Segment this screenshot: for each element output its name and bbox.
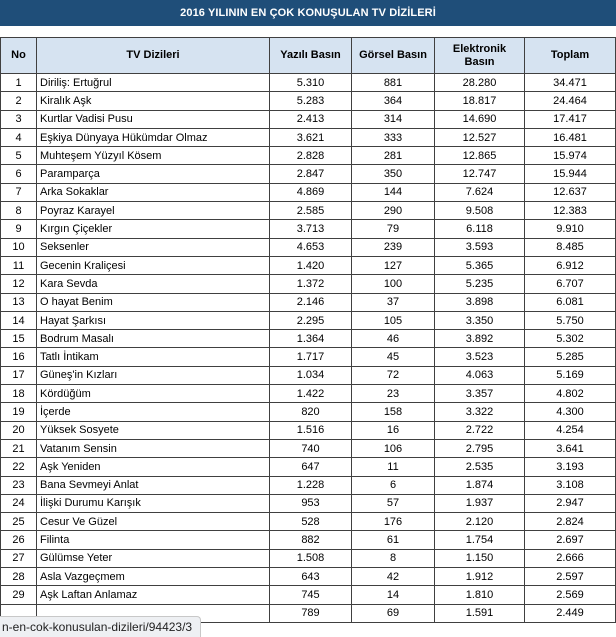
cell-print-press: 1.508 [270,549,352,567]
cell-print-press: 745 [270,586,352,604]
cell-series-name: Yüksek Sosyete [37,421,270,439]
cell-series-name: Bana Sevmeyi Anlat [37,476,270,494]
cell-no: 10 [1,238,37,256]
cell-total: 34.471 [525,74,616,92]
cell-visual-press: 350 [352,165,435,183]
cell-electronic-press: 1.754 [435,531,525,549]
cell-no: 23 [1,476,37,494]
header-row [1,38,616,74]
cell-visual-press: 158 [352,403,435,421]
cell-total: 2.569 [525,586,616,604]
cell-series-name: Aşk Laftan Anlamaz [37,586,270,604]
cell-series-name: İlişki Durumu Karışık [37,494,270,512]
cell-visual-press: 79 [352,220,435,238]
cell-electronic-press: 1.912 [435,568,525,586]
table-row [1,311,616,329]
cell-electronic-press: 12.747 [435,165,525,183]
title-gap [0,26,616,37]
table-row [1,183,616,201]
cell-total: 2.597 [525,568,616,586]
cell-total: 2.449 [525,604,616,622]
header-tv-series: TV Dizileri [37,38,270,74]
cell-total: 12.383 [525,202,616,220]
cell-total: 5.302 [525,330,616,348]
cell-no: 25 [1,513,37,531]
cell-print-press: 740 [270,439,352,457]
cell-visual-press: 23 [352,385,435,403]
cell-print-press: 1.372 [270,275,352,293]
cell-electronic-press: 3.898 [435,293,525,311]
cell-visual-press: 72 [352,366,435,384]
table-row [1,494,616,512]
cell-print-press: 2.146 [270,293,352,311]
table-row [1,165,616,183]
table-row [1,476,616,494]
cell-no: 11 [1,256,37,274]
cell-visual-press: 176 [352,513,435,531]
cell-print-press: 3.713 [270,220,352,238]
cell-print-press: 647 [270,458,352,476]
cell-electronic-press: 2.795 [435,439,525,457]
cell-total: 2.947 [525,494,616,512]
cell-series-name: İçerde [37,403,270,421]
cell-series-name: O hayat Benim [37,293,270,311]
table-row [1,366,616,384]
cell-series-name: Kırgın Çiçekler [37,220,270,238]
table-row [1,568,616,586]
cell-total: 4.802 [525,385,616,403]
cell-electronic-press: 2.535 [435,458,525,476]
cell-visual-press: 45 [352,348,435,366]
table-row [1,110,616,128]
cell-electronic-press: 3.892 [435,330,525,348]
cell-electronic-press: 5.235 [435,275,525,293]
table-row [1,458,616,476]
cell-total: 16.481 [525,128,616,146]
table-row [1,531,616,549]
cell-total: 6.912 [525,256,616,274]
cell-electronic-press: 1.810 [435,586,525,604]
header-electronic-press: Elektronik Basın [435,38,525,74]
cell-total: 4.254 [525,421,616,439]
cell-series-name: Bodrum Masalı [37,330,270,348]
table-row [1,293,616,311]
cell-print-press: 2.585 [270,202,352,220]
cell-print-press: 1.034 [270,366,352,384]
cell-no: 24 [1,494,37,512]
cell-no: 3 [1,110,37,128]
table-row [1,513,616,531]
table-row [1,385,616,403]
cell-total: 3.193 [525,458,616,476]
cell-total: 12.637 [525,183,616,201]
cell-visual-press: 290 [352,202,435,220]
cell-series-name: Diriliş: Ertuğrul [37,74,270,92]
cell-total: 2.666 [525,549,616,567]
cell-print-press: 2.295 [270,311,352,329]
cell-electronic-press: 7.624 [435,183,525,201]
table-row [1,256,616,274]
cell-series-name: Kurtlar Vadisi Pusu [37,110,270,128]
table-row [1,220,616,238]
header-print-press: Yazılı Basın [270,38,352,74]
cell-no: 5 [1,147,37,165]
cell-total: 15.944 [525,165,616,183]
cell-no: 13 [1,293,37,311]
cell-print-press: 4.653 [270,238,352,256]
table-row [1,421,616,439]
cell-series-name: Asla Vazgeçmem [37,568,270,586]
cell-no: 9 [1,220,37,238]
table-row [1,549,616,567]
cell-electronic-press: 4.063 [435,366,525,384]
cell-visual-press: 46 [352,330,435,348]
cell-series-name: Paramparça [37,165,270,183]
cell-series-name: Hayat Şarkısı [37,311,270,329]
cell-no: 27 [1,549,37,567]
table-row [1,586,616,604]
table-row [1,348,616,366]
cell-visual-press: 106 [352,439,435,457]
cell-series-name: Muhteşem Yüzyıl Kösem [37,147,270,165]
cell-no: 20 [1,421,37,439]
table-row [1,147,616,165]
cell-total: 3.108 [525,476,616,494]
cell-series-name: Güneş'in Kızları [37,366,270,384]
cell-electronic-press: 3.523 [435,348,525,366]
cell-print-press: 820 [270,403,352,421]
cell-electronic-press: 12.865 [435,147,525,165]
cell-total: 5.169 [525,366,616,384]
cell-electronic-press: 14.690 [435,110,525,128]
table-row [1,238,616,256]
cell-no: 22 [1,458,37,476]
cell-series-name: Poyraz Karayel [37,202,270,220]
cell-series-name: Arka Sokaklar [37,183,270,201]
cell-no: 8 [1,202,37,220]
cell-visual-press: 314 [352,110,435,128]
cell-no: 19 [1,403,37,421]
cell-total: 4.300 [525,403,616,421]
tv-series-table [0,37,616,623]
cell-no: 4 [1,128,37,146]
cell-print-press: 953 [270,494,352,512]
cell-visual-press: 881 [352,74,435,92]
cell-no: 26 [1,531,37,549]
cell-electronic-press: 1.150 [435,549,525,567]
cell-electronic-press: 6.118 [435,220,525,238]
cell-series-name: Tatlı İntikam [37,348,270,366]
cell-series-name: Cesur Ve Güzel [37,513,270,531]
cell-electronic-press: 28.280 [435,74,525,92]
cell-print-press: 528 [270,513,352,531]
cell-visual-press: 61 [352,531,435,549]
table-row [1,202,616,220]
cell-print-press: 1.420 [270,256,352,274]
header-total: Toplam [525,38,616,74]
cell-electronic-press: 3.322 [435,403,525,421]
cell-series-name: Seksenler [37,238,270,256]
cell-series-name: Gülümse Yeter [37,549,270,567]
cell-visual-press: 57 [352,494,435,512]
table-row [1,128,616,146]
table-row [1,74,616,92]
cell-total: 5.750 [525,311,616,329]
table-title: 2016 YILININ EN ÇOK KONUŞULAN TV DİZİLERİ [0,0,616,26]
cell-print-press: 1.422 [270,385,352,403]
cell-visual-press: 364 [352,92,435,110]
cell-electronic-press: 9.508 [435,202,525,220]
cell-visual-press: 11 [352,458,435,476]
cell-visual-press: 239 [352,238,435,256]
table-row [1,439,616,457]
cell-no: 17 [1,366,37,384]
cell-no: 16 [1,348,37,366]
cell-no: 2 [1,92,37,110]
cell-visual-press: 8 [352,549,435,567]
header-no: No [1,38,37,74]
table-row [1,330,616,348]
cell-no: 21 [1,439,37,457]
cell-visual-press: 69 [352,604,435,622]
cell-print-press: 2.413 [270,110,352,128]
cell-total: 24.464 [525,92,616,110]
cell-visual-press: 42 [352,568,435,586]
status-bar-url: n-en-cok-konusulan-dizileri/94423/3 [0,616,201,637]
cell-series-name: Kara Sevda [37,275,270,293]
table-row [1,92,616,110]
table-row [1,403,616,421]
cell-no: 1 [1,74,37,92]
header-visual-press: Görsel Basın [352,38,435,74]
cell-print-press: 2.847 [270,165,352,183]
cell-electronic-press: 5.365 [435,256,525,274]
cell-total: 3.641 [525,439,616,457]
cell-print-press: 1.516 [270,421,352,439]
cell-total: 15.974 [525,147,616,165]
cell-electronic-press: 1.937 [435,494,525,512]
cell-no: 28 [1,568,37,586]
cell-electronic-press: 3.357 [435,385,525,403]
cell-no: 12 [1,275,37,293]
cell-visual-press: 6 [352,476,435,494]
cell-electronic-press: 3.350 [435,311,525,329]
cell-no: 14 [1,311,37,329]
cell-electronic-press: 1.874 [435,476,525,494]
cell-electronic-press: 3.593 [435,238,525,256]
cell-series-name: Eşkiya Dünyaya Hükümdar Olmaz [37,128,270,146]
cell-series-name: Gecenin Kraliçesi [37,256,270,274]
cell-visual-press: 105 [352,311,435,329]
cell-visual-press: 14 [352,586,435,604]
cell-no: 18 [1,385,37,403]
cell-visual-press: 144 [352,183,435,201]
cell-series-name: Kördüğüm [37,385,270,403]
cell-no: 29 [1,586,37,604]
cell-print-press: 3.621 [270,128,352,146]
cell-total: 9.910 [525,220,616,238]
cell-print-press: 1.228 [270,476,352,494]
cell-total: 17.417 [525,110,616,128]
cell-print-press: 4.869 [270,183,352,201]
cell-print-press: 1.717 [270,348,352,366]
cell-series-name: Vatanım Sensin [37,439,270,457]
cell-visual-press: 127 [352,256,435,274]
cell-print-press: 2.828 [270,147,352,165]
cell-no: 6 [1,165,37,183]
cell-visual-press: 16 [352,421,435,439]
cell-electronic-press: 12.527 [435,128,525,146]
cell-print-press: 1.364 [270,330,352,348]
cell-print-press: 643 [270,568,352,586]
cell-no: 7 [1,183,37,201]
cell-electronic-press: 18.817 [435,92,525,110]
cell-print-press: 5.283 [270,92,352,110]
cell-total: 5.285 [525,348,616,366]
cell-series-name: Aşk Yeniden [37,458,270,476]
cell-series-name: Filinta [37,531,270,549]
cell-total: 2.824 [525,513,616,531]
cell-total: 8.485 [525,238,616,256]
cell-visual-press: 333 [352,128,435,146]
cell-total: 2.697 [525,531,616,549]
cell-visual-press: 100 [352,275,435,293]
cell-print-press: 5.310 [270,74,352,92]
cell-visual-press: 37 [352,293,435,311]
cell-total: 6.081 [525,293,616,311]
cell-no: 15 [1,330,37,348]
cell-electronic-press: 2.722 [435,421,525,439]
cell-print-press: 882 [270,531,352,549]
cell-visual-press: 281 [352,147,435,165]
cell-series-name: Kiralık Aşk [37,92,270,110]
table-row [1,275,616,293]
cell-total: 6.707 [525,275,616,293]
cell-electronic-press: 2.120 [435,513,525,531]
cell-electronic-press: 1.591 [435,604,525,622]
cell-print-press: 789 [270,604,352,622]
